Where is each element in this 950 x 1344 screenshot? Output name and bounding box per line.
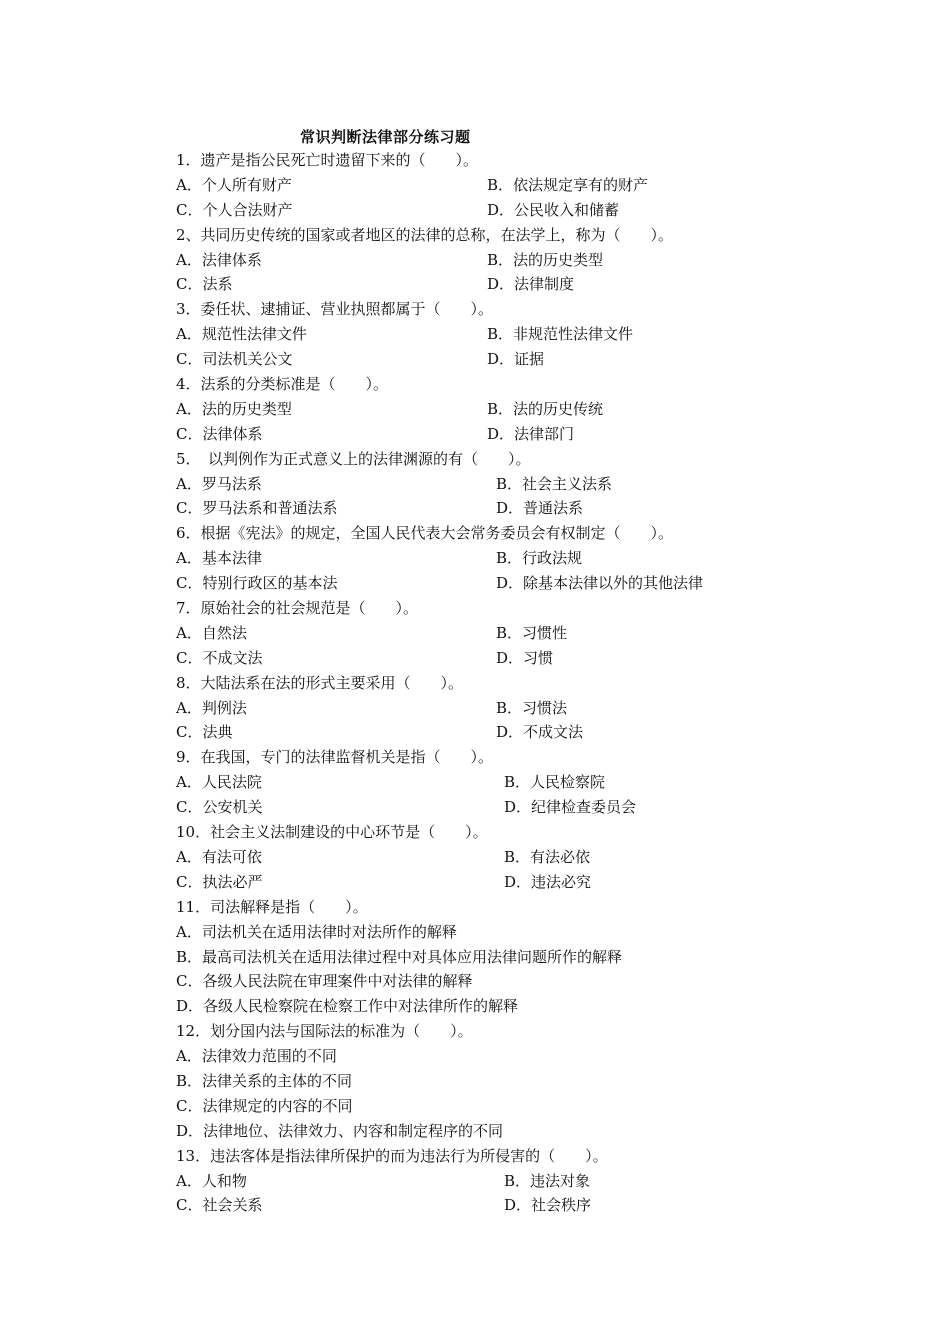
option-d: D．社会秩序 xyxy=(504,1196,592,1215)
question-stem: 12．划分国内法与国际法的标准为（ ）。 xyxy=(176,1022,473,1041)
option-a: A．有法可依 xyxy=(176,847,262,866)
option-d: D．习惯 xyxy=(496,648,554,667)
option-a: A．基本法律 xyxy=(176,549,262,568)
question-stem: 1．遗产是指公民死亡时遗留下来的（ ）。 xyxy=(176,151,479,169)
option-row xyxy=(176,347,776,372)
option-c: C．社会关系 xyxy=(176,1196,263,1215)
option-d: D．除基本法律以外的其他法律 xyxy=(496,574,704,593)
option-a: A．判例法 xyxy=(176,698,247,717)
document-title: 常识判断法律部分练习题 xyxy=(300,128,471,146)
option-d: D．纪律检查委员会 xyxy=(504,798,637,817)
option-row xyxy=(176,621,776,646)
option-row xyxy=(176,696,776,721)
option-b: B．行政法规 xyxy=(496,549,583,568)
option-d: D．违法必究 xyxy=(504,872,592,891)
option-b: B．法律关系的主体的不同 xyxy=(176,1071,353,1090)
option-d: D．法律地位、法律效力、内容和制定程序的不同 xyxy=(176,1121,504,1140)
option-c: C．法系 xyxy=(176,275,233,294)
option-c: C．特别行政区的基本法 xyxy=(176,574,338,593)
option-d: D．不成文法 xyxy=(496,723,584,742)
option-b: B．有法必依 xyxy=(504,847,591,866)
option-row xyxy=(176,1169,776,1194)
option-row xyxy=(176,795,776,820)
question-list xyxy=(176,148,776,1218)
question-stem: 6．根据《宪法》的规定，全国人民代表大会常务委员会有权制定（ ）。 xyxy=(176,524,674,543)
option-d: D．各级人民检察院在检察工作中对法律所作的解释 xyxy=(176,997,519,1016)
option-c: C．公安机关 xyxy=(176,798,263,817)
option-c: C．法律规定的内容的不同 xyxy=(176,1096,353,1115)
question-stem: 10．社会主义法制建设的中心环节是（ ）。 xyxy=(176,823,488,842)
option-a: A．人和物 xyxy=(176,1171,247,1190)
option-b: B．法的历史传统 xyxy=(487,399,604,418)
question-stem: 3．委任状、逮捕证、营业执照都属于（ ）。 xyxy=(176,300,494,319)
option-c: C．法典 xyxy=(176,723,233,742)
option-row xyxy=(176,472,776,497)
option-a: A．法的历史类型 xyxy=(176,399,292,418)
option-c: C．司法机关公文 xyxy=(176,350,293,369)
question-stem: 2、共同历史传统的国家或者地区的法律的总称，在法学上，称为（ ）。 xyxy=(176,225,674,244)
option-row xyxy=(176,272,776,297)
option-row xyxy=(176,173,776,198)
option-b: B．人民检察院 xyxy=(504,773,606,792)
option-row xyxy=(176,1193,776,1218)
option-row xyxy=(176,720,776,745)
option-row xyxy=(176,571,776,596)
option-c: C．执法必严 xyxy=(176,872,263,891)
option-row xyxy=(176,397,776,422)
option-row xyxy=(176,248,776,273)
question-stem: 7．原始社会的社会规范是（ ）。 xyxy=(176,599,419,618)
option-row xyxy=(176,422,776,447)
option-d: D．公民收入和储蓄 xyxy=(487,200,620,219)
option-c: C．不成文法 xyxy=(176,648,263,667)
option-row xyxy=(176,845,776,870)
option-b: B．习惯性 xyxy=(496,623,568,642)
option-a: A．规范性法律文件 xyxy=(176,325,307,344)
option-b: B．最高司法机关在适用法律过程中对具体应用法律问题所作的解释 xyxy=(176,947,623,966)
option-row xyxy=(176,496,776,521)
option-a: A．个人所有财产 xyxy=(176,175,292,194)
option-c: C．法律体系 xyxy=(176,424,263,443)
option-row xyxy=(176,546,776,571)
option-a: A．罗马法系 xyxy=(176,474,262,493)
option-row xyxy=(176,646,776,671)
option-d: D．普通法系 xyxy=(496,499,584,518)
option-b: B．依法规定享有的财产 xyxy=(487,175,649,194)
question-stem: 5． 以判例作为正式意义上的法律渊源的有（ ）。 xyxy=(176,449,531,468)
question-stem: 8．大陆法系在法的形式主要采用（ ）。 xyxy=(176,673,464,692)
option-d: D．证据 xyxy=(487,350,545,369)
option-row xyxy=(176,322,776,347)
option-a: A．人民法院 xyxy=(176,773,262,792)
option-c: C．各级人民法院在审理案件中对法律的解释 xyxy=(176,972,473,991)
option-row xyxy=(176,870,776,895)
option-row xyxy=(176,198,776,223)
option-b: B．习惯法 xyxy=(496,698,568,717)
option-b: B．违法对象 xyxy=(504,1171,591,1190)
option-b: B．法的历史类型 xyxy=(487,250,604,269)
option-c: C．个人合法财产 xyxy=(176,200,293,219)
option-a: A．自然法 xyxy=(176,623,247,642)
question-stem: 11．司法解释是指（ ）。 xyxy=(176,897,368,916)
question-stem: 4．法系的分类标准是（ ）。 xyxy=(176,375,389,394)
question-stem: 13．违法客体是指法律所保护的而为违法行为所侵害的（ ）。 xyxy=(176,1146,608,1165)
option-d: D．法律制度 xyxy=(487,275,575,294)
option-a: A．司法机关在适用法律时对法所作的解释 xyxy=(176,922,457,941)
option-b: B．社会主义法系 xyxy=(496,474,613,493)
option-row xyxy=(176,770,776,795)
option-a: A．法律效力范围的不同 xyxy=(176,1047,337,1066)
option-b: B．非规范性法律文件 xyxy=(487,325,634,344)
question-stem: 9．在我国，专门的法律监督机关是指（ ）。 xyxy=(176,748,494,767)
option-a: A．法律体系 xyxy=(176,250,262,269)
option-c: C．罗马法系和普通法系 xyxy=(176,499,338,518)
option-d: D．法律部门 xyxy=(487,424,575,443)
